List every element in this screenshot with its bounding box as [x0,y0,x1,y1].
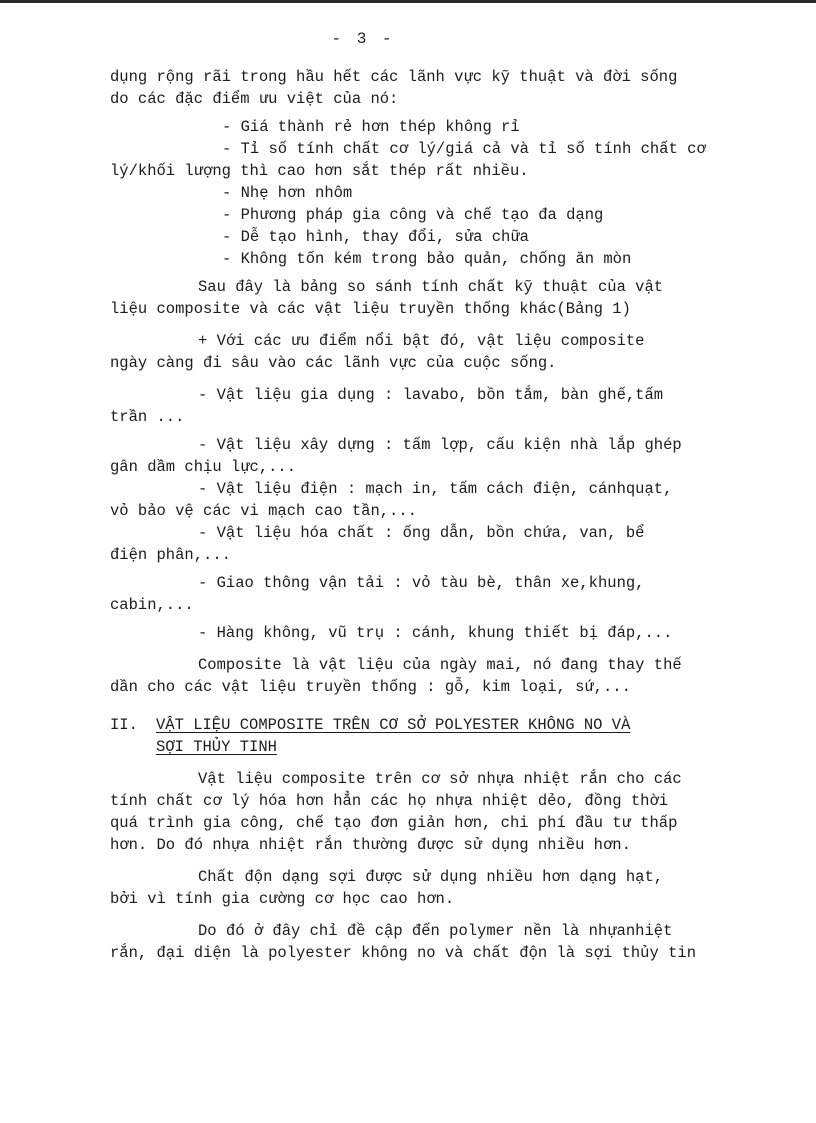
paragraph-line: Composite là vật liệu của ngày mai, nó đang thay thế [198,656,682,674]
bullet-item: - Dễ tạo hình, thay đổi, sửa chữa [222,228,529,246]
paragraph-line: Do đó ở đây chỉ đề cập đến polymer nền là nhựanhiệt [198,922,673,940]
bullet-item: - Không tốn kém trong bảo quản, chống ăn mòn [222,250,632,268]
application-item-cont: điện phân,... [110,546,231,564]
text-line: do các đặc điểm ưu việt của nó: [110,90,399,108]
application-item-cont: cabin,... [110,596,194,614]
application-item: - Hàng không, vũ trụ : cánh, khung thiết bị đáp,... [198,624,673,642]
application-item-cont: trần ... [110,408,185,426]
text-line: dụng rộng rãi trong hầu hết các lãnh vực kỹ thuật và đời sống [110,68,678,86]
section-heading-cont [110,736,810,758]
section-heading [110,714,810,736]
application-item: - Giao thông vận tải : vỏ tàu bè, thân xe,khung, [198,574,645,592]
bullet-item: - Phương pháp gia công và chế tạo đa dạng [222,206,604,224]
application-item: - Vật liệu hóa chất : ống dẫn, bồn chứa, van, bể [198,524,645,542]
section-title: VẬT LIỆU COMPOSITE TRÊN CƠ SỞ POLYESTER KHÔNG NO VÀ [156,716,631,734]
bullet-item: - Nhẹ hơn nhôm [222,184,353,202]
application-item: - Vật liệu gia dụng : lavabo, bồn tắm, bàn ghế,tấm [198,386,664,404]
application-item: - Vật liệu xây dựng : tấm lợp, cấu kiện nhà lắp ghép [198,436,682,454]
top-scan-edge [0,0,816,3]
paragraph-line: tính chất cơ lý hóa hơn hẳn các họ nhựa nhiệt dẻo, đồng thời [110,792,669,810]
application-item-cont: vỏ bảo vệ các vi mạch cao tần,... [110,502,417,520]
section-number: II. [110,716,138,734]
paragraph-line: Vật liệu composite trên cơ sở nhựa nhiệt rắn cho các [198,770,682,788]
bullet-item: - Giá thành rẻ hơn thép không rỉ [222,118,520,136]
section-title-cont: SỢI THỦY TINH [156,738,277,756]
paragraph-line: Chất độn dạng sợi được sử dụng nhiều hơn dạng hạt, [198,868,664,886]
paragraph-line: ngày càng đi sâu vào các lãnh vực của cuộc sống. [110,354,557,372]
bullet-continuation: lý/khối lượng thì cao hơn sắt thép rất nhiều. [110,162,529,180]
paragraph-line: dần cho các vật liệu truyền thống : gỗ, kim loại, sứ,... [110,678,631,696]
paragraph-line: + Với các ưu điểm nổi bật đó, vật liệu composite [198,332,645,350]
paragraph-line: rắn, đại diện là polyester không no và chất độn là sợi thủy tin [110,944,696,962]
page-number: - 3 - [331,30,395,48]
bullet-item: - Tỉ số tính chất cơ lý/giá cả và tỉ số tính chất cơ [222,140,706,158]
paragraph-line: quá trình gia công, chế tạo đơn giản hơn, chi phí đầu tư thấp [110,814,678,832]
body-text [110,66,810,964]
paragraph-line: hơn. Do đó nhựa nhiệt rắn thường được sử dụng nhiều hơn. [110,836,631,854]
application-item: - Vật liệu điện : mạch in, tấm cách điện, cánhquạt, [198,480,673,498]
paragraph-line: liệu composite và các vật liệu truyền thống khác(Bảng 1) [110,300,631,318]
application-item-cont: gân dầm chịu lực,... [110,458,297,476]
paragraph-line: Sau đây là bảng so sánh tính chất kỹ thuật của vật [198,278,664,296]
paragraph-line: bởi vì tính gia cường cơ học cao hơn. [110,890,455,908]
